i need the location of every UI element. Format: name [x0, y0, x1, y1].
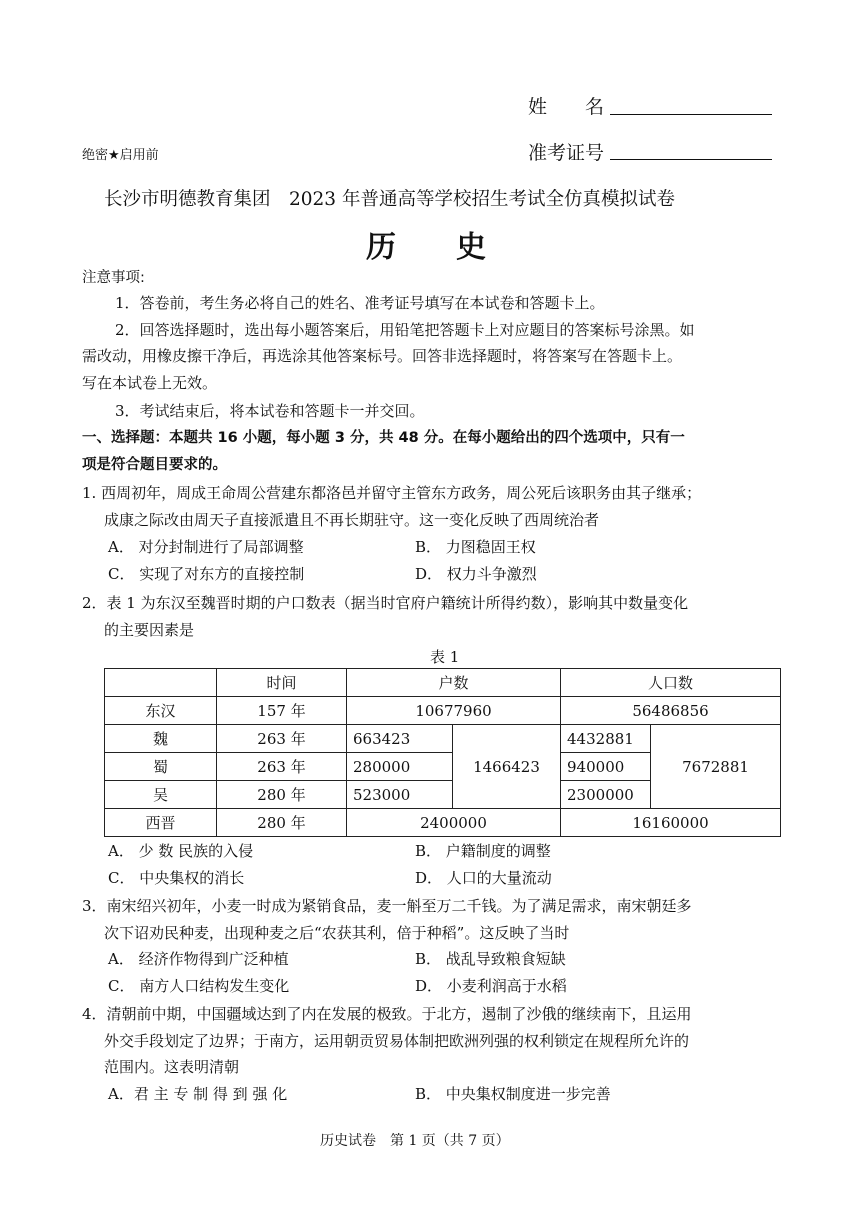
- table-header-row: [105, 669, 781, 697]
- households-cell: 2400000: [347, 809, 561, 837]
- table-caption: 表 1: [430, 648, 460, 666]
- table-row: [105, 809, 781, 837]
- header-cell-households: 户数: [347, 669, 561, 697]
- header-cell-empty: [105, 669, 217, 697]
- population-cell: 2300000: [561, 781, 651, 809]
- header-cell-population: 人口数: [561, 669, 781, 697]
- q1-option-a: A． 对分封制进行了局部调整: [108, 538, 304, 556]
- q3-option-b: B． 战乱导致粮食短缺: [415, 950, 566, 968]
- dynasty-cell: 吴: [105, 781, 217, 809]
- q2-stem-line1: 2．表 1 为东汉至魏晋时期的户口数表（据当时官府户籍统计所得约数），影响其中数量变化: [82, 594, 689, 612]
- population-cell: 4432881: [561, 725, 651, 753]
- q4-stem-line1: 4．清朝前中期，中国疆域达到了内在发展的极致。于北方，遏制了沙俄的继续南下，且运用: [82, 1005, 692, 1023]
- secret-tag: 绝密★启用前: [82, 148, 159, 163]
- exam-id-underline: [610, 159, 772, 160]
- q3-stem-line2: 次下诏劝民种麦，出现种麦之后“农获其利，倍于种稻”。这反映了当时: [104, 924, 570, 942]
- notice-heading: 注意事项:: [82, 270, 145, 286]
- q4-stem-line2: 外交手段划定了边界；于南方，运用朝贡贸易体制把欧洲列强的权利锁定在规程所允许的: [104, 1032, 690, 1050]
- q3-option-a: A． 经济作物得到广泛种植: [108, 950, 289, 968]
- name-underline: [610, 114, 772, 115]
- q1-stem-line1: 1. 西周初年，周成王命周公营建东都洛邑并留守主管东方政务，周公死后该职务由其子继承；: [82, 484, 702, 502]
- households-cell: 663423: [347, 725, 453, 753]
- notice-item-2-line2: 需改动，用橡皮擦干净后，再选涂其他答案标号。回答非选择题时，将答案写在答题卡上。: [82, 347, 683, 365]
- q2-option-c: C． 中央集权的消长: [108, 869, 245, 887]
- year-cell: 280 年: [217, 809, 347, 837]
- households-cell: 523000: [347, 781, 453, 809]
- section-heading-line2: 项是符合题目要求的。: [82, 457, 227, 473]
- q2-option-d: D． 人口的大量流动: [415, 869, 552, 887]
- q3-option-d: D． 小麦利润高于水稻: [415, 977, 567, 995]
- q4-option-b: B． 中央集权制度进一步完善: [415, 1085, 611, 1103]
- year-cell: 280 年: [217, 781, 347, 809]
- households-cell: 280000: [347, 753, 453, 781]
- name-label: 姓 名: [528, 96, 605, 118]
- page-footer: 历史试卷 第 1 页（共 7 页）: [320, 1133, 510, 1149]
- dynasty-cell: 东汉: [105, 697, 217, 725]
- q1-option-d: D． 权力斗争激烈: [415, 565, 537, 583]
- q3-stem-line1: 3．南宋绍兴初年，小麦一时成为紧销食品，麦一斛至万二千钱。为了满足需求，南宋朝廷多: [82, 897, 692, 915]
- q4-option-a: A．君 主 专 制 得 到 强 化: [108, 1085, 288, 1103]
- notice-item-1: 1．答卷前，考生务必将自己的姓名、准考证号填写在本试卷和答题卡上。: [115, 294, 605, 312]
- household-table: [104, 668, 781, 837]
- subject-title: 历 史: [366, 230, 486, 265]
- year-cell: 157 年: [217, 697, 347, 725]
- q4-stem-line3: 范围内。这表明清朝: [104, 1058, 240, 1076]
- exam-id-label: 准考证号: [528, 142, 605, 164]
- population-cell: 16160000: [561, 809, 781, 837]
- dynasty-cell: 魏: [105, 725, 217, 753]
- year-cell: 263 年: [217, 753, 347, 781]
- header-cell-time: 时间: [217, 669, 347, 697]
- q2-stem-line2: 的主要因素是: [104, 621, 195, 639]
- q2-option-a: A． 少 数 民族的入侵: [108, 842, 254, 860]
- notice-item-3: 3．考试结束后，将本试卷和答题卡一并交回。: [115, 402, 425, 420]
- exam-title: 长沙市明德教育集团 2023 年普通高等学校招生考试全仿真模拟试卷: [104, 189, 675, 210]
- year-cell: 263 年: [217, 725, 347, 753]
- section-heading-line1: 一、选择题：本题共 16 小题，每小题 3 分，共 48 分。在每小题给出的四个选项中，只有一: [82, 430, 685, 446]
- q1-option-b: B． 力图稳固王权: [415, 538, 536, 556]
- q3-option-c: C． 南方人口结构发生变化: [108, 977, 290, 995]
- population-cell: 940000: [561, 753, 651, 781]
- dynasty-cell: 西晋: [105, 809, 217, 837]
- population-total-cell: 7672881: [651, 725, 781, 809]
- table-row: [105, 697, 781, 725]
- notice-item-2-line1: 2．回答选择题时，选出每小题答案后，用铅笔把答题卡上对应题目的答案标号涂黑。如: [115, 321, 695, 339]
- table-row: [105, 725, 781, 753]
- dynasty-cell: 蜀: [105, 753, 217, 781]
- q1-stem-line2: 成康之际改由周天子直接派遣且不再长期驻守。这一变化反映了西周统治者: [104, 511, 600, 529]
- notice-item-2-line3: 写在本试卷上无效。: [82, 374, 218, 392]
- population-cell: 56486856: [561, 697, 781, 725]
- households-cell: 10677960: [347, 697, 561, 725]
- q2-option-b: B． 户籍制度的调整: [415, 842, 551, 860]
- households-total-cell: 1466423: [453, 725, 561, 809]
- q1-option-c: C． 实现了对东方的直接控制: [108, 565, 305, 583]
